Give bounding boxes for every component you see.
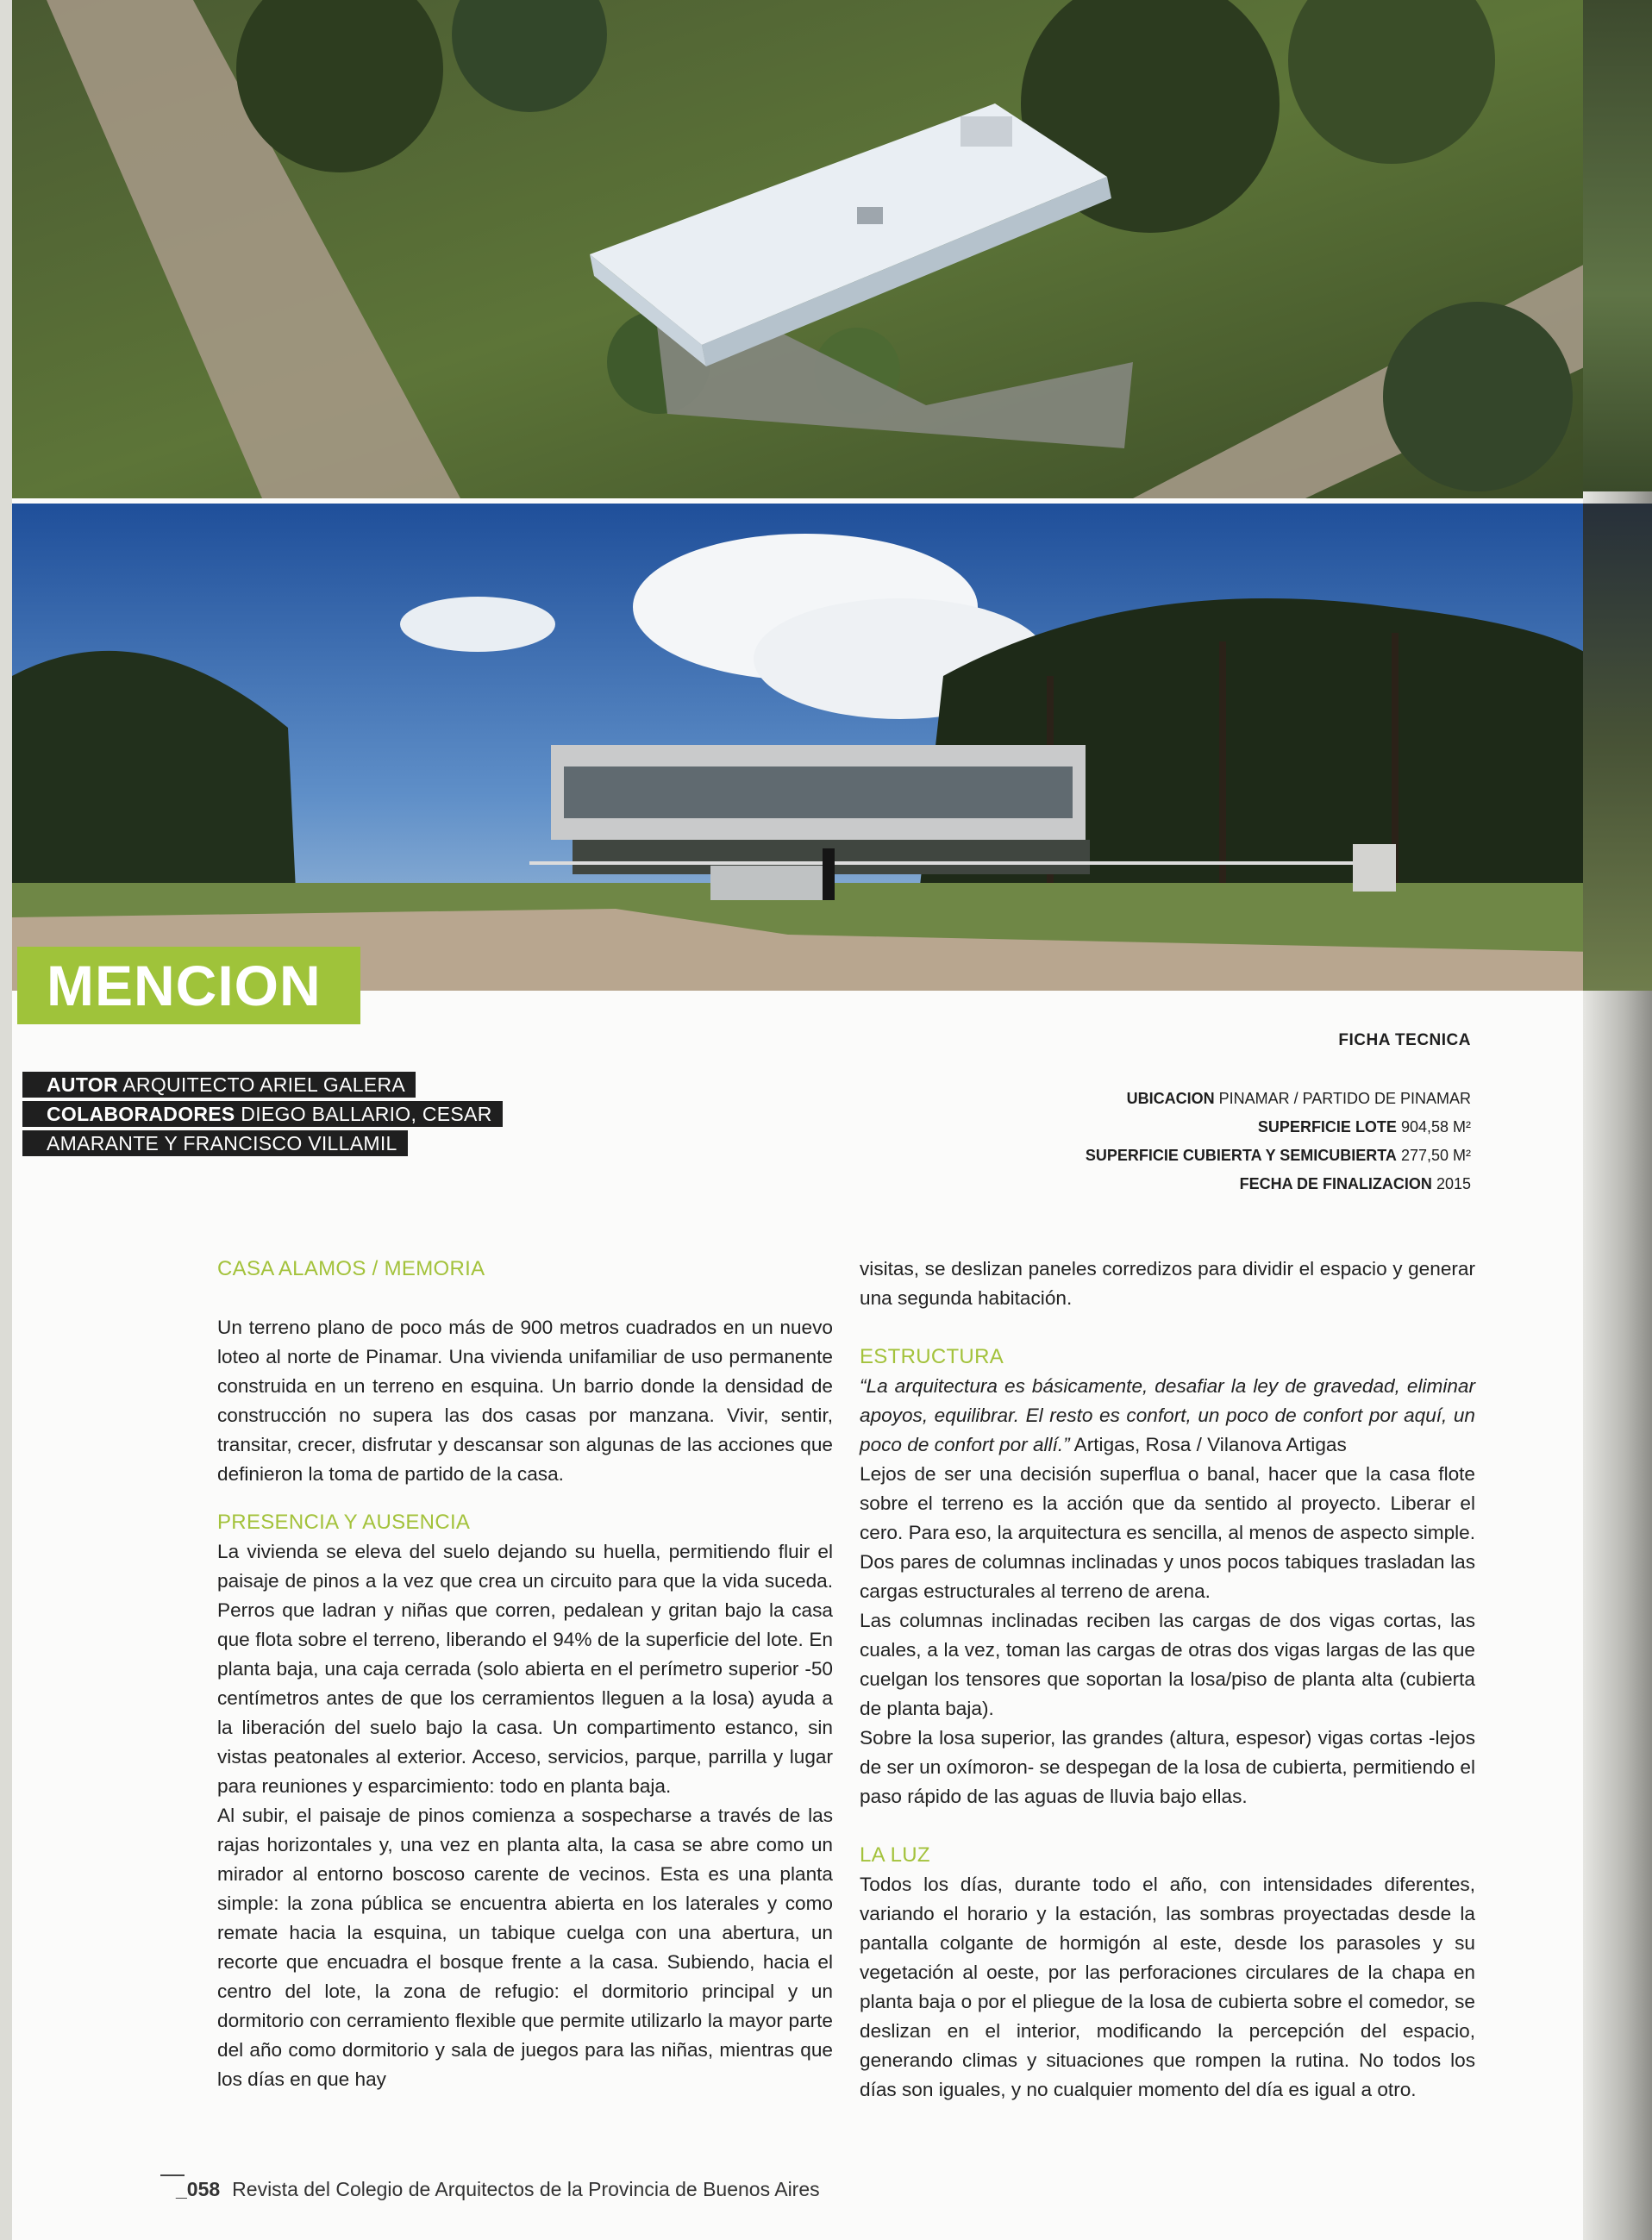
- aerial-photo: [12, 0, 1595, 498]
- article-title: CASA ALAMOS / MEMORIA: [217, 1257, 485, 1280]
- ficha-tecnica-title: FICHA TECNICA: [1338, 1031, 1471, 1049]
- credit-value: ARQUITECTO ARIEL GALERA: [122, 1073, 405, 1096]
- presencia-paragraph-2: Al subir, el paisaje de pinos comienza a sospecharse a través de las rajas horizontales y, una vez en planta alta, la casa se abre como un mirador al entorno boscoso carente de vecinos. Esta es una planta simple: la zona pública se encuentra abierta en los laterales y como remate hacia la esquina, un tabique cuelga con una abertura, un recorte que encuadra el bosque frente a la casa. Subiendo, hacia el centro del lote, la zona de refugio: el dormitorio principal y un dormitorio con cerramiento flexible que permite utilizarlo la mayor parte del año como dormitorio y sala de juegos para las niñas, mientras que los días en que hay: [217, 1805, 833, 2090]
- credit-autor: [22, 1072, 416, 1098]
- estructura-paragraph-1: Lejos de ser una decisión superflua o banal, hacer que la casa flote sobre el terreno es la acción que da sentido al proyecto. Liberar el cero. Para eso, la arquitectura es sencilla, al menos de aspecto simple. Dos pares de columnas inclinadas y unos pocos tabiques trasladan las cargas estructurales al terreno de arena.: [860, 1463, 1475, 1602]
- ficha-value: 904,58 M²: [1400, 1118, 1471, 1136]
- street-photo: [12, 504, 1595, 991]
- presencia-paragraph-1: La vivienda se eleva del suelo dejando su huella, permitiendo fluir el paisaje de pinos a la vez que crea un circuito para que la vida suceda. Perros que ladran y niñas que corren, pedalean y gritan bajo la casa que flota sobre el terreno, liberando el 94% de la superficie del lote. En planta baja, una caja cerrada (solo abierta en el perímetro superior -50 centímetros antes de que los cerramientos lleguen a la losa) ayuda a la liberación del suelo bajo la casa. Un compartimento estanco, sin vistas peatonales al exterior. Acceso, servicios, parque, parrilla y lugar para reuniones y esparcimiento: todo en planta baja.: [217, 1541, 833, 1797]
- estructura-quote: “La arquitectura es básicamente, desafiar la ley de gravedad, eliminar apoyos, equilibrar. El resto es confort, un poco de confort por aquí, un poco de confort por allí.”: [860, 1375, 1475, 1455]
- credit-value: DIEGO BALLARIO, CESAR: [241, 1103, 492, 1125]
- page-number: _058: [176, 2178, 221, 2200]
- quote-author: Artigas, Rosa / Vilanova Artigas: [1069, 1434, 1347, 1455]
- facing-page-edge: [1583, 0, 1652, 2240]
- intro-paragraph: Un terreno plano de poco más de 900 metros cuadrados en un nuevo loteo al norte de Pinamar. Una vivienda unifamiliar de uso permanente construida en un terreno en esquina. Un barrio donde la densidad de construcción no supera las dos casas por manzana. Vivir, sentir, transitar, crecer, disfrutar y descansar son algunas de las acciones que definieron la toma de partido de la casa.: [217, 1317, 833, 1485]
- ficha-label: FECHA DE FINALIZACION: [1239, 1175, 1432, 1192]
- ficha-label: UBICACION: [1126, 1090, 1215, 1107]
- article-column-left: [217, 1255, 833, 2094]
- ficha-value: PINAMAR / PARTIDO DE PINAMAR: [1218, 1090, 1471, 1107]
- estructura-quote-paragraph: [860, 1372, 1475, 1460]
- section-title-presencia: PRESENCIA Y AUSENCIA: [217, 1511, 471, 1534]
- ficha-row-superficie-cubierta: [1086, 1147, 1471, 1165]
- ficha-label: SUPERFICIE CUBIERTA Y SEMICUBIERTA: [1085, 1147, 1397, 1164]
- credit-colaboradores: [22, 1101, 503, 1127]
- credit-colaboradores-cont: [22, 1130, 408, 1156]
- page-footer: [176, 2178, 820, 2201]
- ficha-row-fecha: [1240, 1175, 1471, 1193]
- ficha-row-ubicacion: [1127, 1090, 1471, 1108]
- section-title-estructura: ESTRUCTURA: [860, 1345, 1004, 1368]
- credit-label: COLABORADORES: [47, 1103, 235, 1125]
- page-edge-left: [0, 0, 12, 2240]
- continuation-paragraph: visitas, se deslizan paneles corredizos para dividir el espacio y generar una segunda habitación.: [860, 1258, 1475, 1309]
- mencion-badge: MENCION: [17, 947, 360, 1024]
- estructura-paragraph-2: Las columnas inclinadas reciben las cargas de dos vigas cortas, las cuales, a la vez, toman las cargas de otras dos vigas largas de las que cuelgan los tensores que soportan la losa/piso de planta alta (cubierta de planta baja).: [860, 1610, 1475, 1719]
- ficha-row-superficie-lote: [1258, 1118, 1471, 1136]
- section-title-luz: LA LUZ: [860, 1843, 930, 1867]
- estructura-paragraph-3: Sobre la losa superior, las grandes (altura, espesor) vigas cortas -lejos de ser un oxímoron- se despegan de la losa de cubierta, permitiendo el paso rápido de las aguas de lluvia bajo ellas.: [860, 1727, 1475, 1807]
- credit-label: AUTOR: [47, 1073, 118, 1096]
- luz-paragraph: Todos los días, durante todo el año, con intensidades diferentes, variando el horario y la estación, las sombras proyectadas desde la pantalla colgante de hormigón al este, desde los parasoles y su vegetación al oeste, por las perforaciones circulares de la chapa en planta baja o por el pliegue de la losa de cubierta sobre el comedor, se deslizan en el interior, modificando la percepción del espacio, generando climas y situaciones que rompen la rutina. No todos los días son iguales, y no cualquier momento del día es igual a otro.: [860, 1874, 1475, 2100]
- publication-name: Revista del Colegio de Arquitectos de la Provincia de Buenos Aires: [232, 2178, 820, 2200]
- ficha-value: 277,50 M²: [1400, 1147, 1471, 1164]
- article-column-right: [860, 1255, 1475, 2105]
- credit-value: AMARANTE Y FRANCISCO VILLAMIL: [47, 1132, 397, 1154]
- footer-rule: [160, 2174, 185, 2176]
- ficha-label: SUPERFICIE LOTE: [1257, 1118, 1397, 1136]
- ficha-value: 2015: [1436, 1175, 1471, 1192]
